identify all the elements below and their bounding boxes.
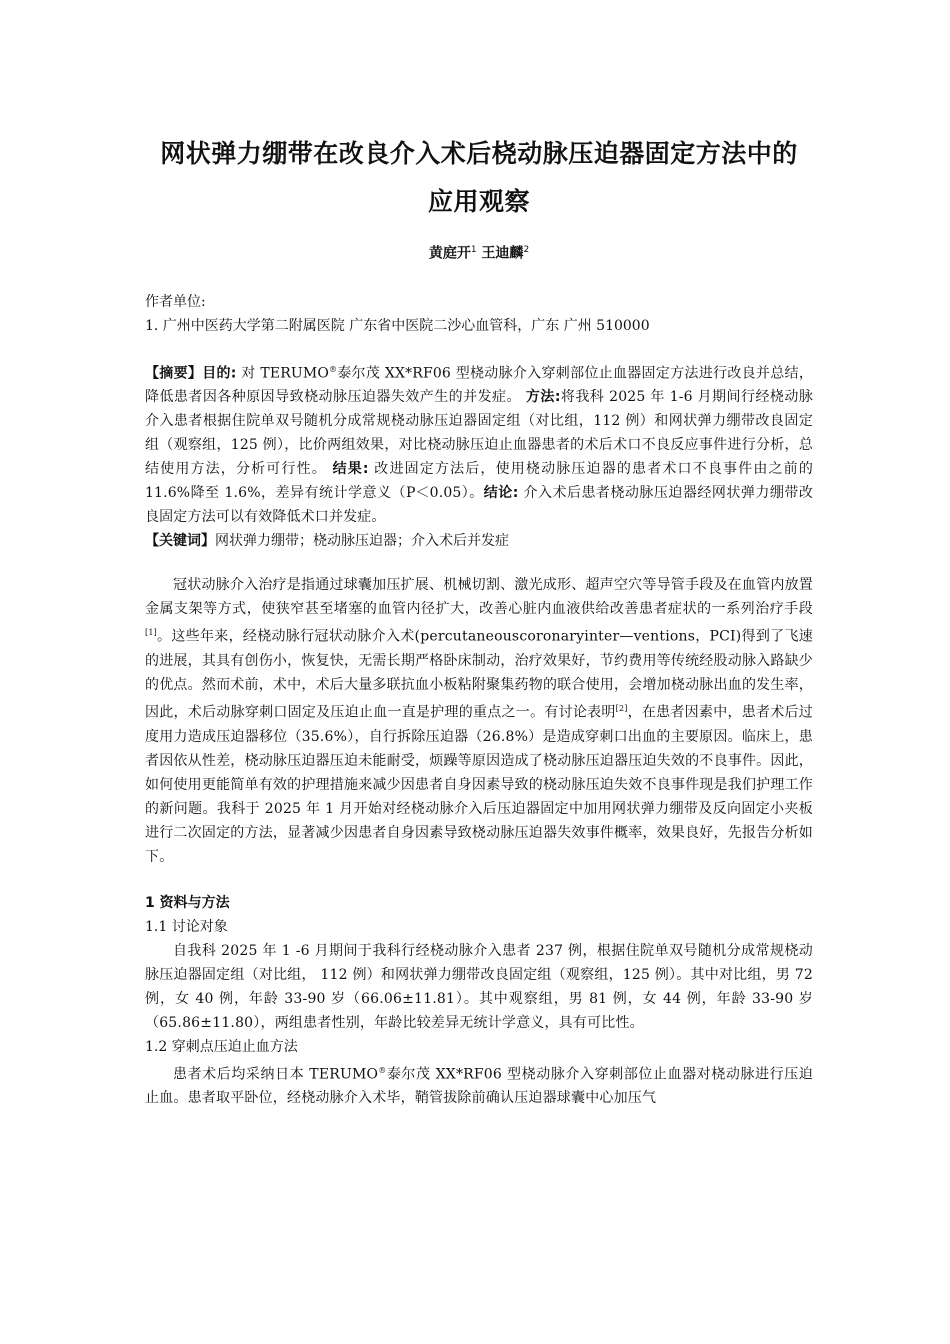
citation-ref: [2] bbox=[615, 703, 628, 713]
registered-mark: ® bbox=[328, 364, 338, 374]
conclusion-label: 结论: bbox=[483, 485, 519, 502]
results-text: 改进固定方法后，使用桡动脉压迫器的患者术口不良事件由之前的 11.6%降至 1.6%，差异有统计学意义（P＜0.05）。 bbox=[145, 461, 813, 502]
results-label: 结果: bbox=[332, 461, 369, 478]
author-name: 王迪麟 bbox=[481, 245, 524, 262]
methods-label: 方法: bbox=[525, 389, 561, 406]
subsection-heading: 1.1 讨论对象 bbox=[145, 918, 228, 935]
keywords bbox=[145, 529, 813, 553]
affiliation-item: 1. 广州中医药大学第二附属医院 广东省中医院二沙心血管科，广东 广州 510000 bbox=[145, 317, 650, 334]
keywords-text: 网状弹力绷带；桡动脉压迫器；介入术后并发症 bbox=[215, 533, 509, 550]
objective-text-a: 对 TERUMO bbox=[241, 365, 329, 382]
method-text-b: 泰尔茂 XX*RF06 型桡动脉介入穿刺部位止血器对桡动脉进行压迫止血。患者取平卧位，经桡动脉介入术毕，鞘管拔除前确认压迫器球囊中心加压气 bbox=[145, 1066, 813, 1107]
objective-text-b: 泰尔茂 XX*RF06 型桡动脉介入穿刺部位止血器固定方法进行改良并总结，降低患者因各种原因导致桡动脉压迫器失效产生的并发症。 bbox=[145, 365, 813, 406]
section-heading: 1 资料与方法 bbox=[145, 894, 230, 911]
author-name: 黄庭开 bbox=[428, 245, 471, 262]
keywords-label: 【关键词】 bbox=[145, 533, 215, 550]
title-line-1: 网状弹力绷带在改良介入术后桡动脉压迫器固定方法中的 bbox=[160, 139, 798, 168]
registered-mark: ® bbox=[378, 1065, 387, 1075]
author-affil-mark: 1 bbox=[470, 245, 477, 255]
method-text-a: 患者术后均采纳日本 TERUMO bbox=[173, 1066, 379, 1083]
objective-label: 目的: bbox=[202, 365, 237, 382]
subsection-heading: 1.2 穿刺点压迫止血方法 bbox=[145, 1038, 298, 1055]
author-affil-mark: 2 bbox=[523, 245, 530, 255]
intro-paragraph bbox=[145, 573, 813, 868]
conclusion-text: 介入术后患者桡动脉压迫器经网状弹力绷带改良固定方法可以有效降低术口并发症。 bbox=[145, 485, 813, 526]
title-line-2: 应用观察 bbox=[427, 187, 530, 216]
paper-title bbox=[145, 130, 813, 226]
subsection-paragraph: 自我科 2025 年 1 -6 月期间于我科行经桡动脉介入患者 237 例，根据住院单双号随机分成常规桡动脉压迫器固定组（对比组， 112 例）和网状弹力绷带改良固定组（观察组，125 例）。其中对比组，男 72 例，女 40 例，年龄 33-90 岁（66.06±11.81）。其中观察组，男 81 例，女 44 例，年龄 33-90 岁（65.86±11.80），两组患者性别，年龄比较差异无统计学意义，具有可比性。 bbox=[145, 942, 813, 1031]
citation-ref: [1] bbox=[145, 628, 157, 638]
affiliation-label: 作者单位: bbox=[145, 293, 206, 310]
intro-text-1: 冠状动脉介入治疗是指通过球囊加压扩展、机械切割、激光成形、超声空穴等导管手段及在血管内放置金属支架等方式，使狭窄甚至堵塞的血管内径扩大，改善心脏内血液供给改善患者症状的一系列治疗手段 bbox=[145, 577, 813, 618]
author-line bbox=[145, 240, 813, 264]
intro-text-2: 。这些年来，经桡动脉行冠状动脉介入术(percutaneouscoronaryinter—ventions，PCI)得到了飞速的进展，其具有创伤小，恢复快，无需长期严格卧床制动，治疗效果好，节约费用等传统经股动脉入路缺少的优点。然而术前，术中，术后大量多联抗血小板粘附聚集药物的联合使用，会增加桡动脉出血的发生率，因此，术后动脉穿刺口固定及压迫止血一直是护理的重点之一。有讨论表明 bbox=[145, 628, 813, 721]
intro-text-3: ，在患者因素中，患者术后过度用力造成压迫器移位（35.6%），自行拆除压迫器（26.8%）是造成穿刺口出血的主要原因。临床上，患者因依从性差，桡动脉压迫器压迫未能耐受，烦躁等原因造成了桡动脉压迫器压迫失效的不良事件。因此，如何使用更能简单有效的护理措施来减少因患者自身因素导致的桡动脉压迫失效不良事件现是我们护理工作的新问题。我科于 2025 年 1 月开始对经桡动脉介入后压迫器固定中加用网状弹力绷带及反向固定小夹板进行二次固定的方法，显著减少因患者自身因素导致桡动脉压迫器失效事件概率，效果良好，先报告分析如下。 bbox=[145, 704, 813, 865]
abstract-label: 【摘要】 bbox=[145, 365, 203, 382]
subsection-paragraph bbox=[145, 1059, 813, 1111]
methods-text: 将我科 2025 年 1-6 月期间行经桡动脉介入患者根据住院单双号随机分成常规桡动脉压迫器固定组（对比组，112 例）和网状弹力绷带改良固定组（观察组，125 例），比价两组效果，对比桡动脉压迫止血器患者的术后术口不良反应事件进行分析，总结使用方法，分析可行性。 bbox=[145, 389, 813, 478]
abstract bbox=[145, 358, 813, 530]
